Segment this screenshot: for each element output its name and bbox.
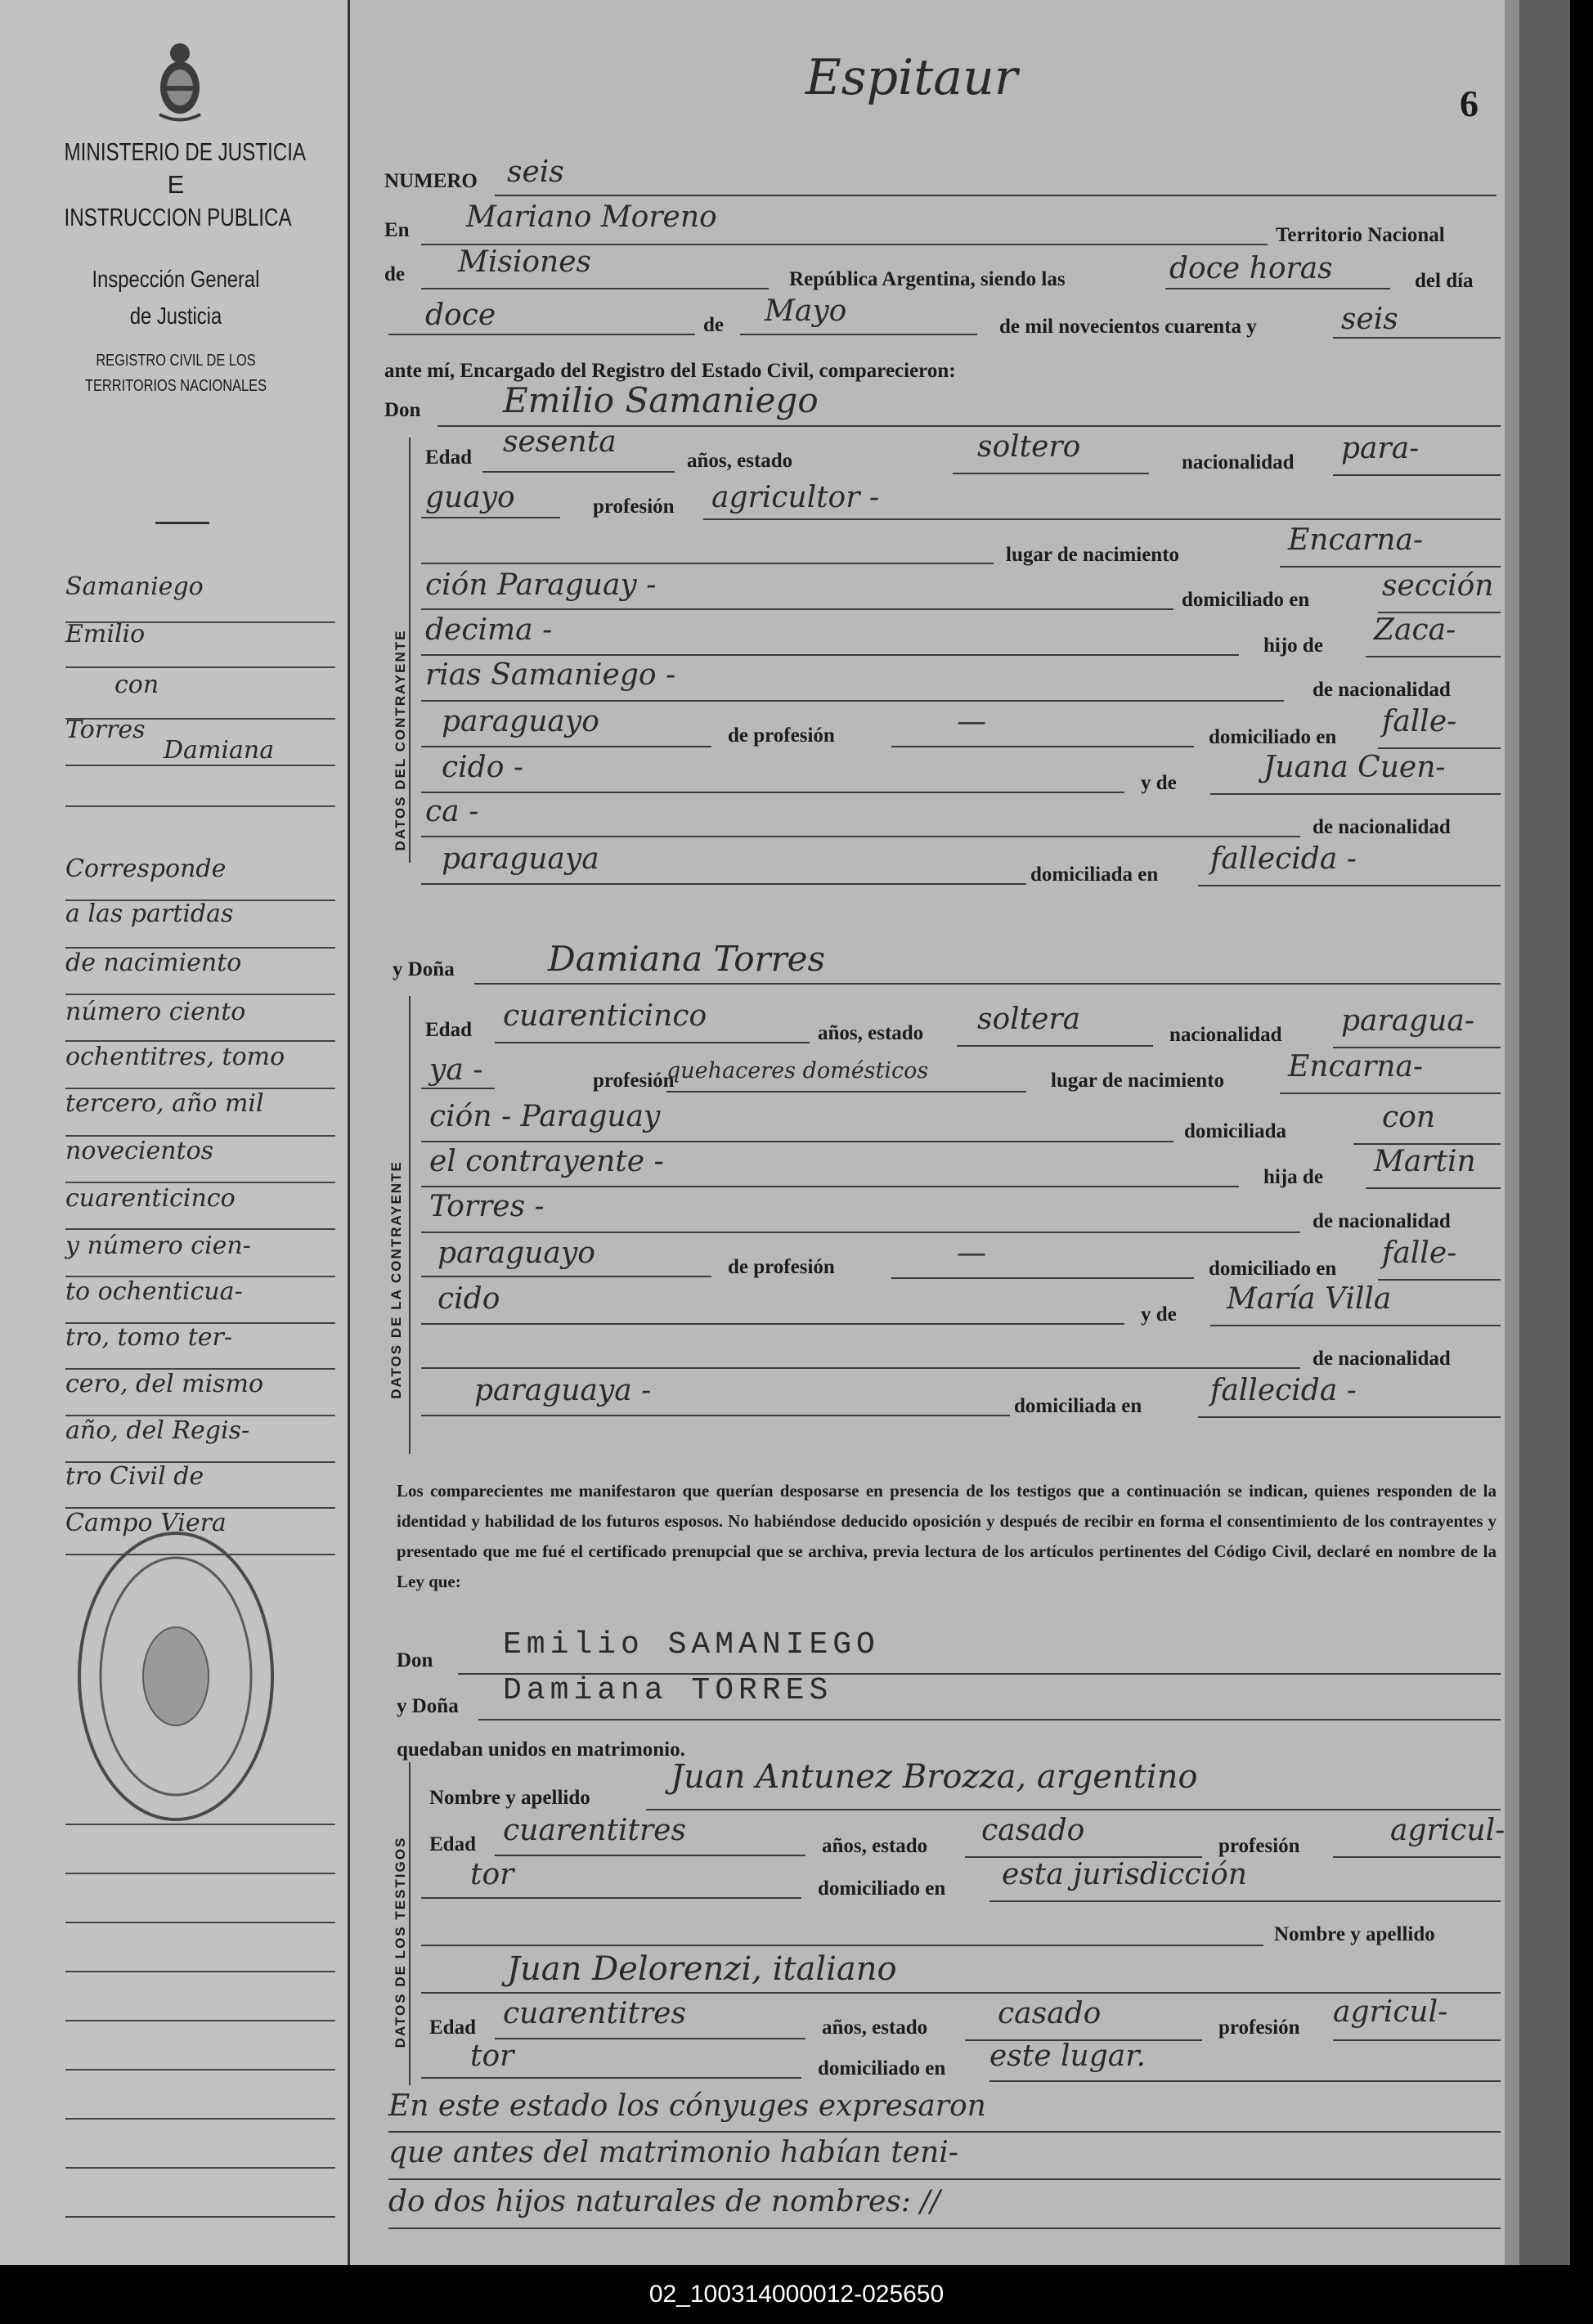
witness2-profession-1: agricul- (1333, 1995, 1448, 2029)
witness-block-bracket (409, 1762, 411, 2085)
label-territorio: Territorio Nacional (1276, 224, 1445, 246)
label-de-2: de (703, 314, 724, 336)
label-y-dona: y Doña (393, 958, 455, 980)
label-domiciliada-en: domiciliada en (1030, 864, 1159, 886)
bride-age: cuarenticinco (503, 999, 707, 1033)
label-don-2: Don (397, 1649, 433, 1671)
coat-of-arms-icon (151, 37, 209, 127)
groom-mother-1: Juana Cuen- (1263, 751, 1446, 784)
bride-profession: quehaceres domésticos (666, 1058, 929, 1083)
bride-mother-domicile: fallecida - (1210, 1374, 1357, 1407)
label-de-nacionalidad-4: de nacionalidad (1313, 1348, 1451, 1370)
bride-father-profession: — (957, 1236, 986, 1270)
margin-note-line: número ciento (65, 998, 246, 1026)
ministry-title: MINISTERIO DE JUSTICIA (64, 137, 307, 166)
top-annotation: Espitaur (805, 49, 1018, 106)
bride-domicile-1: con (1382, 1101, 1436, 1134)
groom-father-profession: — (957, 705, 986, 738)
margin-note-line: tro Civil de (65, 1462, 204, 1491)
label-nombre-apellido-2: Nombre y apellido (1274, 1923, 1435, 1945)
label-nacionalidad-2: nacionalidad (1169, 1024, 1282, 1046)
witness1-status: casado (981, 1814, 1085, 1847)
label-hijo-de: hijo de (1263, 635, 1323, 657)
margin-note-line: novecientos (65, 1137, 214, 1165)
label-anos-estado-3: años, estado (822, 1835, 928, 1857)
label-lugar-nacimiento: lugar de nacimiento (1006, 544, 1180, 566)
groom-birthplace-1: Encarna- (1288, 523, 1424, 557)
ministry-title-2: INSTRUCCION PUBLICA (64, 203, 292, 231)
label-edad-4: Edad (429, 2017, 476, 2039)
spouse-wife-name: Damiana TORRES (503, 1673, 833, 1708)
groom-mother-nationality: paraguaya (442, 842, 599, 876)
groom-nationality-2: guayo (425, 481, 515, 514)
label-domiciliado-en-4: domiciliado en (818, 1878, 946, 1900)
closing-note-line: que antes del matrimonio habían teni- (388, 2136, 958, 2169)
groom-mother-2: ca - (425, 795, 479, 828)
margin-note-line: Torres (65, 716, 146, 744)
label-de-profesion-2: de profesión (728, 1256, 835, 1278)
bride-status: soltera (977, 1003, 1081, 1036)
label-y-de-2: y de (1141, 1303, 1177, 1326)
bride-birthplace-2: ción - Paraguay (429, 1100, 661, 1133)
closing-note-line: do dos hijos naturales de nombres: // (388, 2185, 940, 2219)
label-profesion: profesión (593, 496, 675, 518)
margin-note-line: to ochenticua- (65, 1277, 243, 1306)
bride-father-2: Torres - (429, 1190, 545, 1223)
label-lugar-nacimiento-2: lugar de nacimiento (1051, 1070, 1225, 1092)
label-domiciliado-en-2: domiciliado en (1209, 726, 1337, 748)
margin-note-line: Campo Viera (65, 1509, 227, 1537)
label-profesion-2: profesión (593, 1070, 675, 1092)
groom-block-bracket (409, 437, 411, 863)
label-anos-estado: años, estado (687, 450, 793, 472)
groom-father-nationality: paraguayo (442, 705, 599, 738)
label-edad-3: Edad (429, 1833, 476, 1855)
month-value: Mayo (765, 294, 847, 328)
label-en: En (384, 219, 410, 241)
label-numero: NUMERO (384, 170, 478, 192)
registry-title: REGISTRO CIVIL DE LOS (96, 352, 256, 370)
groom-name: Emilio Samaniego (503, 380, 819, 420)
bride-father-domicile-2: cido (438, 1282, 500, 1316)
witness2-profession-2: tor (470, 2039, 514, 2073)
groom-father-domicile-2: cido - (442, 751, 524, 784)
groom-domicile-1: sección (1382, 569, 1494, 603)
label-y-de: y de (1141, 772, 1177, 794)
ministry-title-e: E (167, 170, 185, 199)
spouse-husband-name: Emilio SAMANIEGO (503, 1627, 880, 1662)
bride-nationality-1: paragua- (1341, 1004, 1475, 1038)
label-anos-estado-2: años, estado (818, 1022, 924, 1044)
binding-edge-light (1505, 0, 1519, 2265)
groom-section-label: DATOS DEL CONTRAYENTE (393, 629, 408, 851)
witness1-name: Juan Antunez Brozza, argentino (671, 1758, 1198, 1796)
label-edad-2: Edad (425, 1019, 472, 1041)
margin-note-line: a las partidas (65, 900, 234, 928)
header-rule (155, 522, 209, 524)
witness1-age: cuarentitres (503, 1814, 686, 1847)
label-y-dona-2: y Doña (397, 1695, 459, 1717)
label-profesion-4: profesión (1218, 2017, 1300, 2039)
bride-mother-nationality: paraguaya - (474, 1374, 652, 1407)
label-del-dia: del día (1415, 270, 1474, 292)
closing-note-line: En este estado los cónyuges expresaron (388, 2089, 986, 2123)
label-de-nacionalidad-3: de nacionalidad (1313, 1210, 1451, 1232)
label-profesion-3: profesión (1218, 1835, 1300, 1857)
page-number: 6 (1460, 83, 1479, 124)
label-mil-novecientos: de mil novecientos cuarenta y (999, 316, 1257, 338)
margin-note-line: tercero, año mil (65, 1089, 264, 1118)
label-nombre-apellido: Nombre y apellido (429, 1787, 590, 1809)
bride-nationality-2: ya - (429, 1053, 483, 1087)
groom-mother-domicile: fallecida - (1210, 842, 1357, 876)
label-de-nacionalidad-2: de nacionalidad (1313, 816, 1451, 838)
bride-father-nationality: paraguayo (438, 1236, 595, 1270)
bride-father-domicile-1: falle- (1382, 1236, 1457, 1270)
hour-value: doce horas (1169, 252, 1333, 285)
witness-section-label: DATOS DE LOS TESTIGOS (393, 1836, 408, 2048)
label-republica: República Argentina, siendo las (789, 268, 1066, 290)
label-nacionalidad: nacionalidad (1182, 451, 1295, 473)
margin-note-line: cero, del mismo (65, 1370, 264, 1398)
groom-profession: agricultor - (711, 481, 880, 514)
groom-status: soltero (977, 430, 1081, 464)
witness1-domicile: esta jurisdicción (1002, 1858, 1247, 1891)
binding-edge (1519, 0, 1570, 2265)
witness2-domicile: este lugar. (989, 2039, 1146, 2073)
label-domiciliado-en: domiciliado en (1182, 589, 1310, 611)
declaration-paragraph: Los comparecientes me manifestaron que querían desposarse en presencia de los testigos que a continuación se indican, quienes responden de la identidad y habilidad de los futuros esposos. No habiéndose deducido oposición y después de recibir en forma el consentimiento de los contrayentes y presentado que me fué el certificado prenupcial que se archiva, previa lectura de los artículos pertinentes del Código Civil, declaré en nombre de la Ley que: (397, 1481, 1497, 1591)
label-edad: Edad (425, 446, 472, 469)
bride-birthplace-1: Encarna- (1288, 1050, 1424, 1083)
label-de: de (384, 263, 405, 285)
image-caption: 02_100314000012-025650 (0, 2265, 1593, 2324)
label-domiciliado-en-5: domiciliado en (818, 2057, 946, 2079)
label-de-nacionalidad: de nacionalidad (1313, 679, 1451, 701)
groom-birthplace-2: ción Paraguay - (425, 568, 657, 602)
margin-rule (348, 0, 350, 2265)
inspection-title-2: de Justicia (129, 303, 222, 330)
label-domiciliada-2: domiciliada (1184, 1120, 1287, 1142)
bride-block-bracket (409, 996, 411, 1454)
margin-note-line: cuarenticinco (65, 1184, 236, 1213)
bride-father-1: Martin (1374, 1145, 1476, 1178)
witness2-name: Juan Delorenzi, italiano (507, 1950, 897, 1988)
margin-note-line: y número cien- (65, 1232, 251, 1260)
label-hija-de: hija de (1263, 1166, 1323, 1188)
bride-section-label: DATOS DE LA CONTRAYENTE (388, 1160, 404, 1399)
day-value: doce (425, 298, 496, 332)
label-don: Don (384, 399, 421, 421)
margin-note-line: ochentitres, tomo (65, 1043, 285, 1071)
bride-name: Damiana Torres (548, 939, 826, 979)
groom-father-domicile-1: falle- (1382, 705, 1457, 738)
territory-value: Misiones (458, 245, 592, 279)
groom-father-1: Zaca- (1374, 613, 1456, 647)
bride-domicile-2: el contrayente - (429, 1145, 664, 1178)
year-value: seis (1341, 303, 1398, 336)
margin-note-line: Damiana (164, 736, 275, 765)
label-de-profesion: de profesión (728, 725, 835, 747)
witness1-profession-2: tor (470, 1858, 514, 1891)
locality-value: Mariano Moreno (466, 200, 717, 234)
label-domiciliado-en-3: domiciliado en (1209, 1258, 1337, 1280)
groom-father-2: rias Samaniego - (425, 658, 676, 692)
bride-mother: María Villa (1227, 1282, 1392, 1316)
margin-note-line: Emilio (65, 620, 146, 648)
witness2-status: casado (998, 1997, 1102, 2030)
witness2-age: cuarentitres (503, 1997, 686, 2030)
margin-note-line: de nacimiento (65, 949, 242, 977)
registry-title-2: TERRITORIOS NACIONALES (84, 377, 267, 395)
margin-note-line: Samaniego (65, 572, 204, 601)
label-domiciliada-en-2: domiciliada en (1014, 1395, 1142, 1417)
groom-age: sesenta (503, 425, 617, 459)
margin-note-line: Corresponde (65, 855, 227, 883)
label-ante-mi: ante mí, Encargado del Registro del Estado Civil, comparecieron: (384, 360, 956, 382)
margin-note-line: con (114, 671, 159, 699)
witness1-profession-1: agricul- (1390, 1814, 1505, 1847)
label-quedaban-unidos: quedaban unidos en matrimonio. (397, 1739, 685, 1761)
official-seal-icon (74, 1521, 278, 1832)
inspection-title: Inspección General (92, 267, 260, 293)
groom-nationality-1: para- (1341, 432, 1420, 465)
label-anos-estado-4: años, estado (822, 2017, 928, 2039)
margin-note-line: tro, tomo ter- (65, 1323, 232, 1352)
numero-value: seis (507, 155, 564, 189)
margin-note-line: año, del Regis- (65, 1416, 250, 1445)
groom-domicile-2: decima - (425, 613, 553, 647)
